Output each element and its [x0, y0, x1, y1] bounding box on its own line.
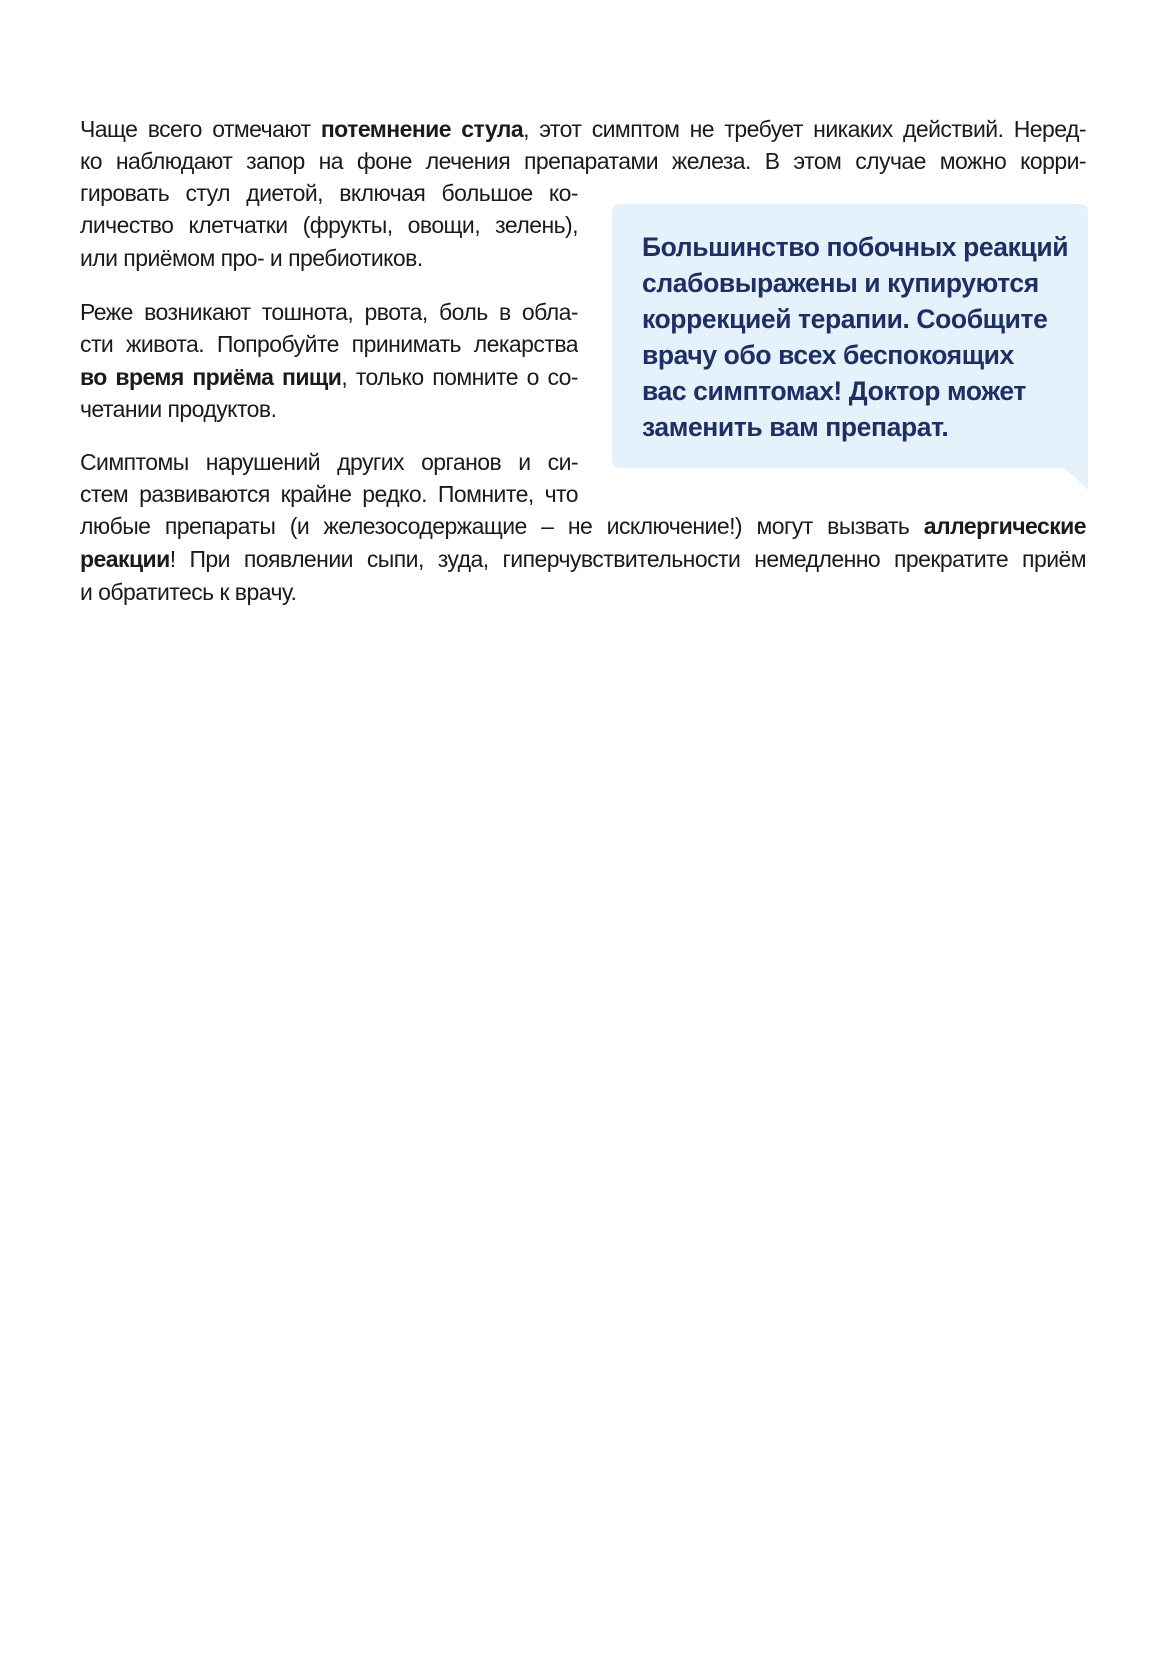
callout-line: заменить вам препарат. — [642, 412, 949, 442]
text-run: стем развиваются крайне редко. Помните, что — [80, 481, 578, 507]
paragraph-1-line-3 — [80, 177, 578, 210]
paragraph-3-line-4 — [80, 543, 1086, 576]
paragraph-3-line-2 — [80, 478, 578, 511]
paragraph-1-line-2 — [80, 145, 1086, 178]
paragraph-1-line-4 — [80, 209, 578, 242]
callout-line: слабовыражены и купируются — [642, 268, 1039, 298]
callout-line: врачу обо всех беспокоящих — [642, 340, 1014, 370]
bold-text: потемнение стула — [320, 116, 524, 142]
callout-text — [642, 229, 1072, 445]
callout-line: Большинство побочных реакций — [642, 232, 1069, 262]
callout-line: коррекцией терапии. Сообщите — [642, 304, 1048, 334]
text-run: и обратитесь к врачу. — [80, 579, 297, 605]
text-run: или приёмом про- и пребиотиков. — [80, 245, 423, 271]
text-run: ! При появлении сыпи, зуда, гиперчувствительности немедленно прекратите приём — [169, 546, 1086, 572]
bold-text: во время приёма пищи — [80, 364, 342, 390]
paragraph-2-line-3 — [80, 361, 578, 394]
text-run: , только помните о со- — [341, 364, 578, 390]
paragraph-2-line-4 — [80, 393, 578, 426]
paragraph-2-line-2 — [80, 328, 578, 361]
callout-line: вас симптомах! Доктор может — [642, 376, 1026, 406]
text-run: гировать стул диетой, включая большое ко- — [80, 180, 578, 206]
paragraph-1-line-5 — [80, 242, 578, 275]
paragraph-1-line-1 — [80, 113, 1086, 146]
paragraph-3-line-5 — [80, 576, 1086, 609]
paragraph-3-line-3 — [80, 510, 1086, 543]
text-run: Симптомы нарушений других органов и си- — [80, 449, 578, 475]
text-run: Чаще всего отмечают — [80, 116, 321, 142]
text-run: любые препараты (и железосодержащие – не исключение!) могут вызвать — [80, 513, 924, 539]
callout-box — [612, 204, 1088, 490]
paragraph-3-line-1 — [80, 446, 578, 479]
bold-text: реакции — [80, 546, 170, 572]
paragraph-2-line-1 — [80, 296, 578, 329]
bold-text: аллергические — [923, 513, 1086, 539]
text-run: личество клетчатки (фрукты, овощи, зелень), — [80, 212, 578, 238]
text-run: сти живота. Попробуйте принимать лекарства — [80, 331, 578, 357]
text-run: , этот симптом не требует никаких действий. Неред- — [523, 116, 1086, 142]
text-run: ко наблюдают запор на фоне лечения препаратами железа. В этом случае можно корри- — [80, 148, 1086, 174]
text-run: четании продуктов. — [80, 396, 277, 422]
text-run: Реже возникают тошнота, рвота, боль в обла- — [80, 299, 578, 325]
